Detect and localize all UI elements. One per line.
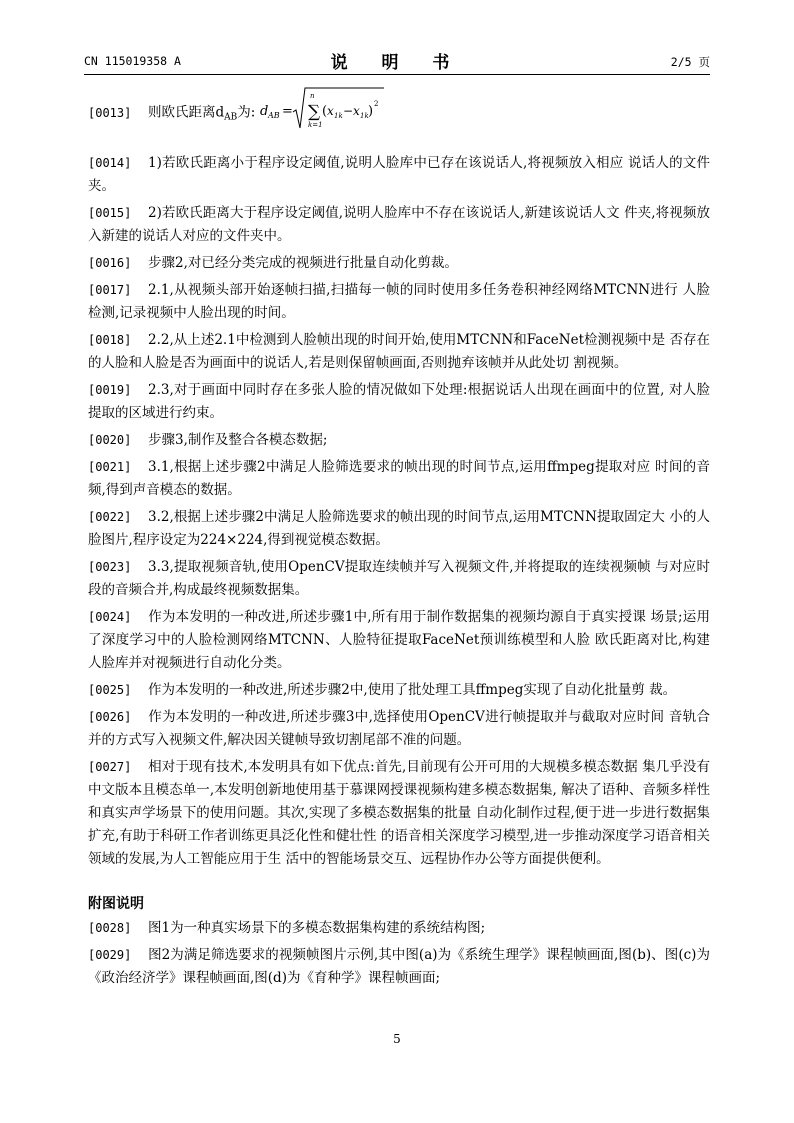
paragraph-number: [0027] [88, 760, 132, 774]
paragraph-number: [0021] [88, 460, 132, 474]
paragraph [88, 202, 710, 248]
svg-text:(: ( [321, 104, 327, 119]
paragraph-number: [0024] [88, 610, 132, 624]
paragraph-text: 2.2,从上述2.1中检测到人脸帧出现的时间开始,使用MTCNN和FaceNet检测视频中是 否存在的人脸和人脸是否为画面中的说话人,若是则保留帧画面,否则抛弃该帧并从此处切 割视频。 [88, 332, 710, 371]
paragraph-text: 3.1,根据上述步骤2中满足人脸筛选要求的帧出现的时间节点,运用ffmpeg提取对应 时间的音频,得到声音模态的数据。 [88, 459, 710, 498]
paragraph-text: 作为本发明的一种改进,所述步骤3中,选择使用OpenCV进行帧提取并与截取对应时间 音轨合并的方式写入视频文件,解决因关键帧导致切割尾部不准的问题。 [88, 709, 710, 748]
svg-text:n: n [309, 92, 315, 100]
paragraph-number: [0016] [88, 256, 132, 270]
svg-text:k=1: k=1 [307, 121, 323, 129]
paragraph [88, 152, 710, 198]
svg-text:x: x [326, 104, 334, 118]
paragraph [88, 917, 710, 940]
paragraph-number: [0020] [88, 433, 132, 447]
patent-number: CN 115019358 A [84, 54, 181, 68]
euclidean-distance-formula [260, 84, 384, 142]
paragraph-text: 1)若欧氏距离小于程序设定阈值,说明人脸库中已存在该说话人,将视频放入相应 说话人的文件夹。 [88, 155, 710, 194]
paragraph-number: [0015] [88, 206, 132, 220]
header-rule [84, 74, 710, 75]
paragraph-number: [0022] [88, 510, 132, 524]
page-header [84, 48, 710, 74]
paragraph-text: 2.3,对于画面中同时存在多张人脸的情况做如下处理:根据说话人出现在画面中的位置, 对人脸提取的区域进行约束。 [88, 382, 710, 421]
paragraph [88, 429, 710, 452]
paragraph-number: [0018] [88, 333, 132, 347]
paragraph-text: 3.2,根据上述步骤2中满足人脸筛选要求的帧出现的时间节点,运用MTCNN提取固定大 小的人脸图片,程序设定为224×224,得到视觉模态数据。 [88, 509, 710, 548]
figure-description-list [88, 917, 710, 990]
paragraph-list [88, 152, 710, 871]
svg-text:=: = [281, 104, 293, 119]
paragraph-text: 图1为一种真实场景下的多模态数据集构建的系统结构图; [148, 920, 486, 936]
paragraph [88, 756, 710, 871]
paragraph [88, 379, 710, 425]
paragraph-number: [0025] [88, 683, 132, 697]
paragraph-number: [0017] [88, 283, 132, 297]
svg-text:AB: AB [267, 111, 280, 120]
svg-text:1k: 1k [359, 112, 369, 120]
page-info: 2/5 页 [670, 55, 710, 69]
svg-text:d: d [259, 104, 268, 119]
svg-text:∑: ∑ [307, 102, 320, 122]
paragraph-number: [0023] [88, 560, 132, 574]
document-body [88, 84, 710, 994]
section-title: 附图说明 [88, 896, 144, 912]
svg-text:−: − [342, 104, 353, 118]
paragraph [88, 556, 710, 602]
paragraph-text: 2)若欧氏距离大于程序设定阈值,说明人脸库中不存在该说话人,新建该说话人文 件夹,将视频放入新建的说话人对应的文件夹中。 [88, 205, 710, 244]
paragraph-number: [0026] [88, 710, 132, 724]
paragraph-number: [0014] [88, 156, 132, 170]
paragraph-text: 步骤2,对已经分类完成的视频进行批量自动化剪裁。 [148, 255, 458, 271]
paragraph-text: 步骤3,制作及整合各模态数据; [148, 432, 328, 448]
formula-subscript: AB [224, 112, 238, 123]
paragraph-text: 3.3,提取视频音轨,使用OpenCV提取连续帧并写入视频文件,并将提取的连续视频帧 与对应时段的音频合并,构成最终视频数据集。 [88, 559, 710, 598]
paragraph [88, 706, 710, 752]
svg-text:): ) [367, 104, 373, 119]
paragraph-text: 相对于现有技术,本发明具有如下优点:首先,目前现有公开可用的大规模多模态数据 集几乎没有中文版本且模态单一,本发明创新地使用基于慕课网授课视频构建多模态数据集, 解决了语种、音频多样性和真实声学场景下的使用问题。其次,实现了多模态数据集的批量 自动化制作过程,便于进一步进行数据集扩充,有助于科研工作者训练更具泛化性和健壮性 的语音相关深度学习模型,进一步推动深度学习语音相关领域的发展,为人工智能应用于生 活中的智能场景交互、远程协作办公等方面提供便利。 [88, 759, 710, 867]
paragraph-text: 图2为满足筛选要求的视频帧图片示例,其中图(a)为《系统生理学》课程帧画面,图(b)、图(c)为《政治经济学》课程帧画面,图(d)为《育种学》课程帧画面; [88, 947, 710, 986]
paragraph [88, 506, 710, 552]
formula-prefix: 则欧氏距离d [148, 104, 225, 121]
paragraph-number: [0019] [88, 383, 132, 397]
svg-text:1k: 1k [333, 112, 343, 120]
formula-suffix: 为: [237, 104, 256, 121]
paragraph-number: [0028] [88, 921, 132, 935]
paragraph [88, 252, 710, 275]
paragraph [88, 279, 710, 325]
document-type: 说 明 书 [330, 53, 464, 73]
paragraph-text: 作为本发明的一种改进,所述步骤2中,使用了批处理工具ffmpeg实现了自动化批量剪 裁。 [148, 682, 677, 698]
page-number: 5 [393, 1032, 401, 1046]
svg-text:2: 2 [373, 100, 379, 108]
paragraph [88, 944, 710, 990]
paragraph [88, 679, 710, 702]
paragraph [88, 606, 710, 675]
paragraph-number: [0029] [88, 948, 132, 962]
paragraph-text: 作为本发明的一种改进,所述步骤1中,所有用于制作数据集的视频均源自于真实授课 场景;运用了深度学习中的人脸检测网络MTCNN、人脸特征提取FaceNet预训练模型和人脸 欧氏距离对比,构建人脸库并对视频进行自动化分类。 [88, 609, 710, 671]
paragraph-number: [0013] [88, 105, 132, 120]
paragraph-text: 2.1,从视频头部开始逐帧扫描,扫描每一帧的同时使用多任务卷积神经网络MTCNN进行 人脸检测,记录视频中人脸出现的时间。 [88, 282, 710, 321]
paragraph-0013 [88, 84, 710, 142]
paragraph [88, 456, 710, 502]
svg-text:x: x [352, 104, 360, 118]
paragraph [88, 329, 710, 375]
